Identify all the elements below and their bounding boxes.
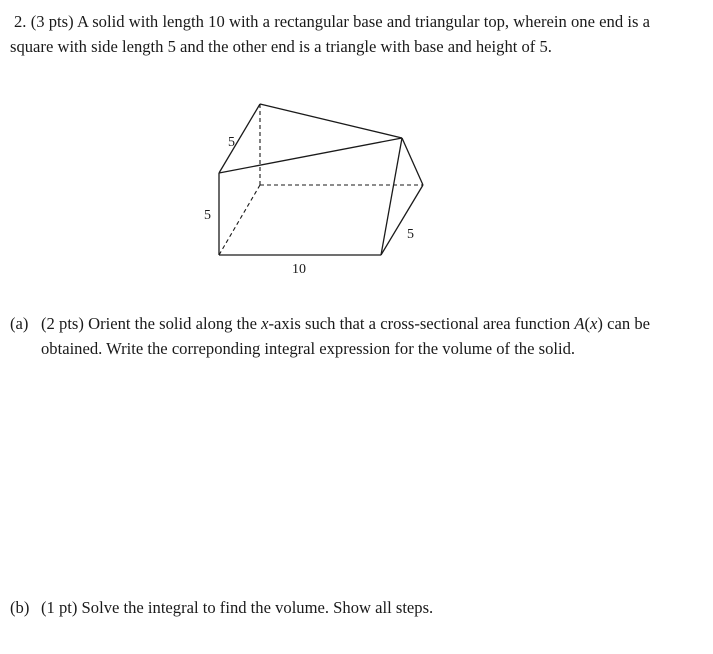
front-top-slant-edge: [219, 104, 260, 173]
part-a-text: [41, 312, 650, 361]
part-a: [10, 312, 650, 361]
hidden-slant-edge: [219, 185, 260, 255]
top-long-edge: [219, 138, 402, 173]
func-a: A: [574, 314, 585, 333]
part-b: [10, 596, 650, 621]
label-length: 10: [292, 262, 306, 277]
func-paren-open: (: [584, 314, 591, 333]
problem-points: (3 pts): [30, 12, 74, 31]
part-a-text-3: can be obtained. Write the correponding integral expression for the volume of the solid.: [41, 314, 650, 358]
problem-number: 2.: [14, 12, 27, 31]
label-left-edge: 5: [204, 208, 211, 223]
part-a-text-2: -axis such that a cross-sectional area function: [268, 314, 575, 333]
part-b-label: (b): [10, 598, 30, 617]
part-a-label: (a): [10, 314, 29, 333]
back-triangle-right-edge: [402, 138, 423, 185]
top-ridge-edge: [260, 104, 402, 138]
func-x: x: [590, 314, 598, 333]
problem-text: A solid with length 10 with a rectangular base and triangular top, wherein one end is a square with side length 5 and the other end is a triangle with base and height of 5.: [10, 12, 650, 56]
problem-statement: [10, 10, 650, 59]
label-right-edge: 5: [407, 227, 414, 242]
solid-diagram: [195, 95, 435, 285]
label-top-edge: 5: [228, 135, 235, 150]
var-x: x: [261, 314, 269, 333]
part-a-text-1: (2 pts) Orient the solid along the: [41, 314, 262, 333]
solid-figure: [195, 95, 435, 285]
part-b-text: (1 pt) Solve the integral to find the volume. Show all steps.: [41, 598, 434, 617]
func-paren-close: ): [597, 314, 603, 333]
